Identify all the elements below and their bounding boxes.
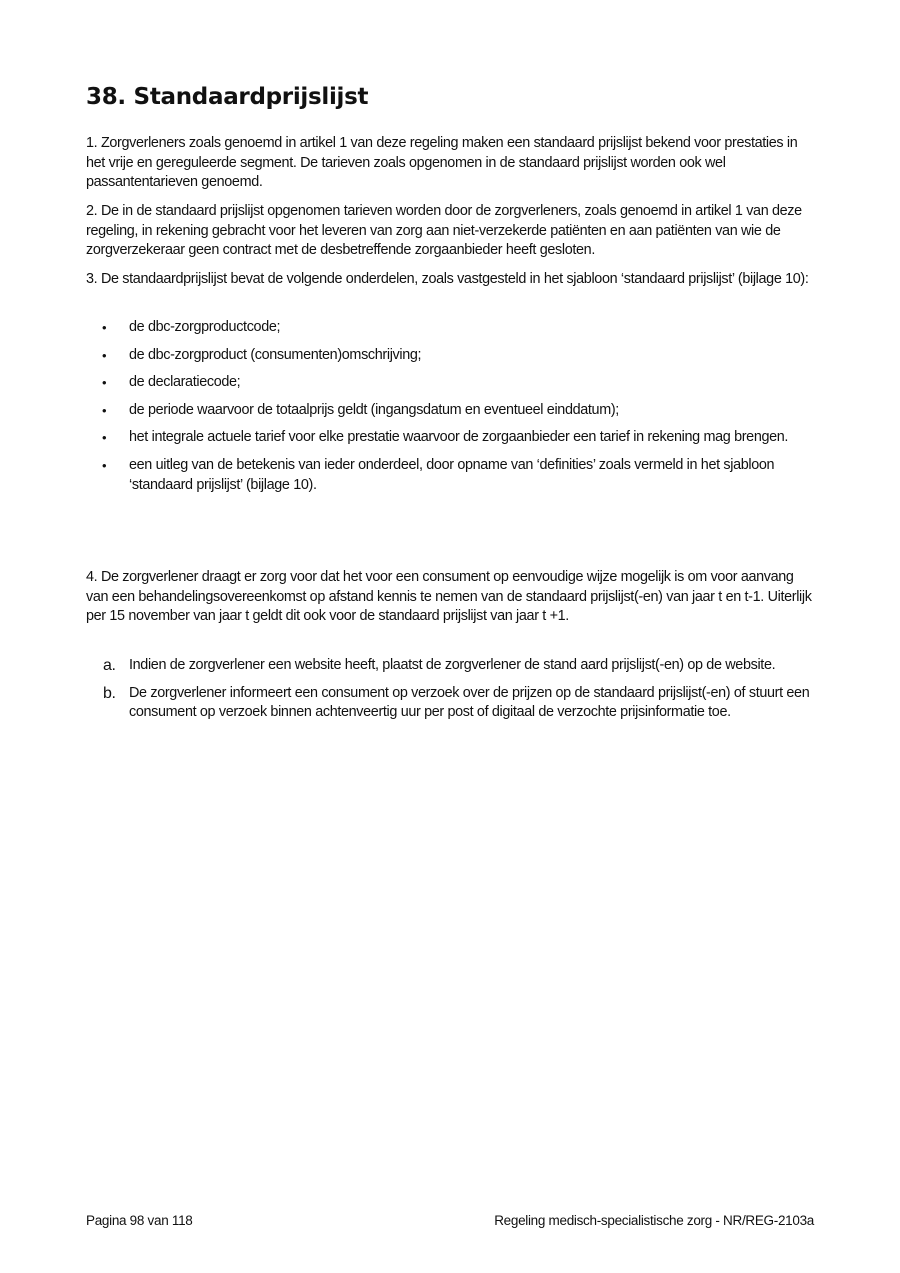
sub-item-marker: b. (103, 684, 116, 702)
bullet-icon: • (102, 457, 107, 473)
list-item: • de dbc-zorgproduct (consumenten)omschrijving; (86, 346, 814, 366)
sub-item-b: b. De zorgverlener informeert een consument op verzoek over de prijzen op de standaard prijslijst(-en) of stuurt een consument op verzoek binnen achtenveertig uur per post of digitaal de verzochte prijsinformatie toe. (103, 684, 810, 721)
bullet-icon: • (102, 430, 107, 446)
paragraph-2: 2. De in de standaard prijslijst opgenomen tarieven worden door de zorgverleners, zoals genoemd in artikel 1 van deze regeling, in rekening gebracht voor het leveren van zorg aan niet-verzekerde patiënten en aan patiënten van wie de zorgverzekeraar geen contract met de desbetreffende zorgaanbieder heeft gesloten. (86, 203, 802, 259)
list-item: • de dbc-zorgproductcode; (86, 318, 814, 338)
paragraph-4: 4. De zorgverlener draagt er zorg voor dat het voor een consument op eenvoudige wijze mogelijk is om voor aanvang van een behandelingsovereenkomst op afstand kennis te nemen van de standaard prijslijst(-en) van jaar t en t-1. Uiterlijk per 15 november van jaar t geldt dit ook voor de standaard prijslijst van jaar t +1. (86, 569, 812, 625)
bullet-icon: • (102, 320, 107, 335)
page-number: Pagina 98 van 118 (86, 1213, 193, 1228)
sub-item-a: a. Indien de zorgverlener een website heeft, plaatst de zorgverlener de stand aard prijslijst(-en) op de website. (103, 657, 776, 674)
sub-items-list (86, 656, 814, 731)
document-reference: Regeling medisch-specialistische zorg - NR/REG-2103a (494, 1213, 814, 1228)
bullet-icon: • (102, 375, 107, 391)
bullet-icon: • (102, 402, 107, 418)
list-item: • de periode waarvoor de totaalprijs geldt (ingangsdatum en eventueel einddatum); (86, 401, 814, 421)
paragraph-1: 1. Zorgverleners zoals genoemd in artikel 1 van deze regeling maken een standaard prijslijst bekend voor prestaties in het vrije en gereguleerde segment. De tarieven zoals opgenomen in de standaard prijslijst worden ook wel passantentarieven genoemd. (86, 135, 798, 191)
section-heading: 38. Standaardprijslijst (86, 84, 369, 110)
sub-item-marker: a. (103, 657, 116, 674)
bullet-icon: • (102, 347, 107, 363)
list-item: • het integrale actuele tarief voor elke prestatie waarvoor de zorgaanbieder een tarief in rekening mag brengen. (86, 428, 814, 448)
paragraph-3: 3. De standaardprijslijst bevat de volgende onderdelen, zoals vastgesteld in het sjabloon ‘standaard prijslijst’ (bijlage 10): (86, 271, 809, 287)
list-item: • een uitleg van de betekenis van ieder onderdeel, door opname van ‘definities’ zoals vermeld in het sjabloon ‘standaard prijslijst’ (bijlage 10). (102, 456, 775, 493)
components-list (86, 318, 814, 503)
list-item: • de declaratiecode; (86, 373, 814, 393)
